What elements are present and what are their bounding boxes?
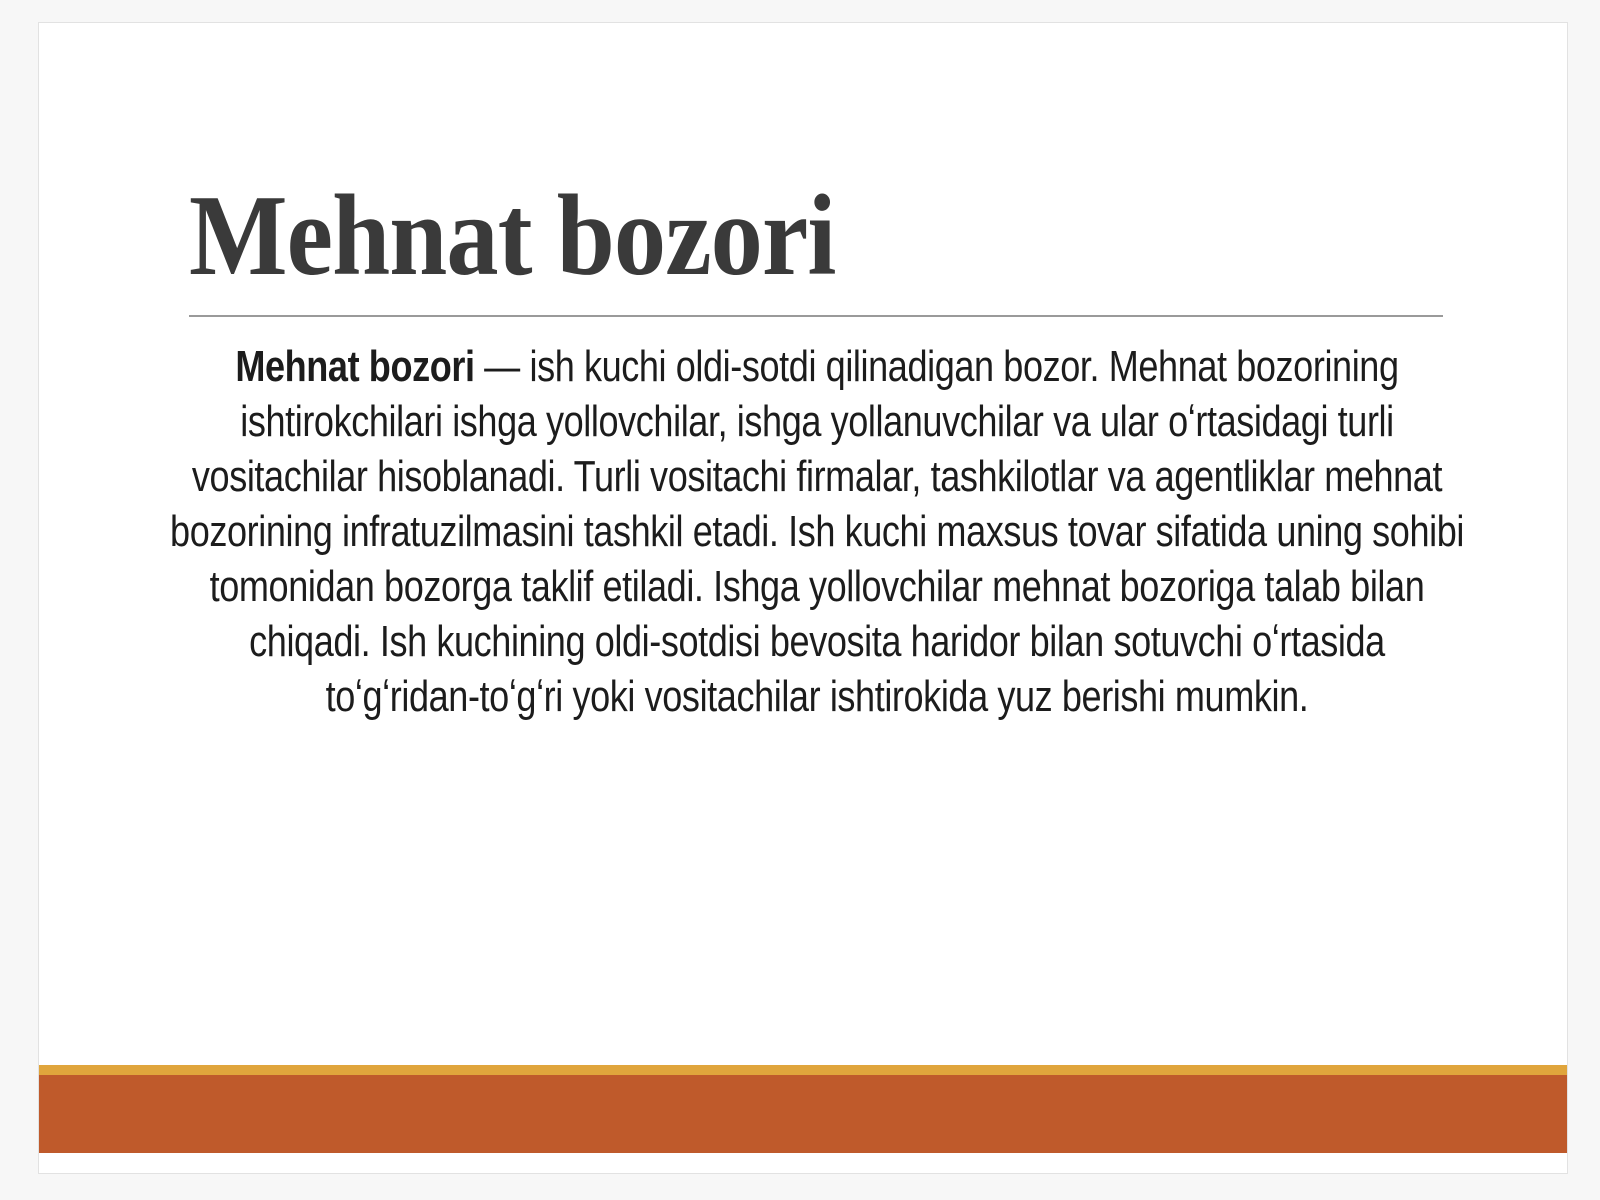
slide (38, 22, 1568, 1174)
body-paragraph (169, 339, 1465, 724)
footer-rust-band (39, 1075, 1567, 1153)
slide-body (157, 339, 1477, 724)
title-divider (189, 315, 1443, 317)
footer-gold-stripe (39, 1065, 1567, 1075)
body-term: Mehnat bozori (235, 342, 475, 391)
body-definition: — ish kuchi oldi-sotdi qilinadigan bozor. Mehnat bozorining ishtirokchilari ishga yollovchilar, ishga yollanuvchilar va ular oʻrtasidagi turli vositachilar hisoblanadi. Turli vositachi firmalar, tashkilotlar va agentliklar mehnat bozorining infratuzilmasini tashkil etadi. Ish kuchi maxsus tovar sifatida uning sohibi tomonidan bozorga taklif etiladi. Ishga yollovchilar mehnat bozoriga talab bilan chiqadi. Ish kuchining oldi-sotdisi bevosita haridor bilan sotuvchi oʻrtasida toʻgʻridan-toʻgʻri yoki vositachilar ishtirokida yuz berishi mumkin. (170, 342, 1464, 721)
slide-title: Mehnat bozori (189, 172, 836, 300)
